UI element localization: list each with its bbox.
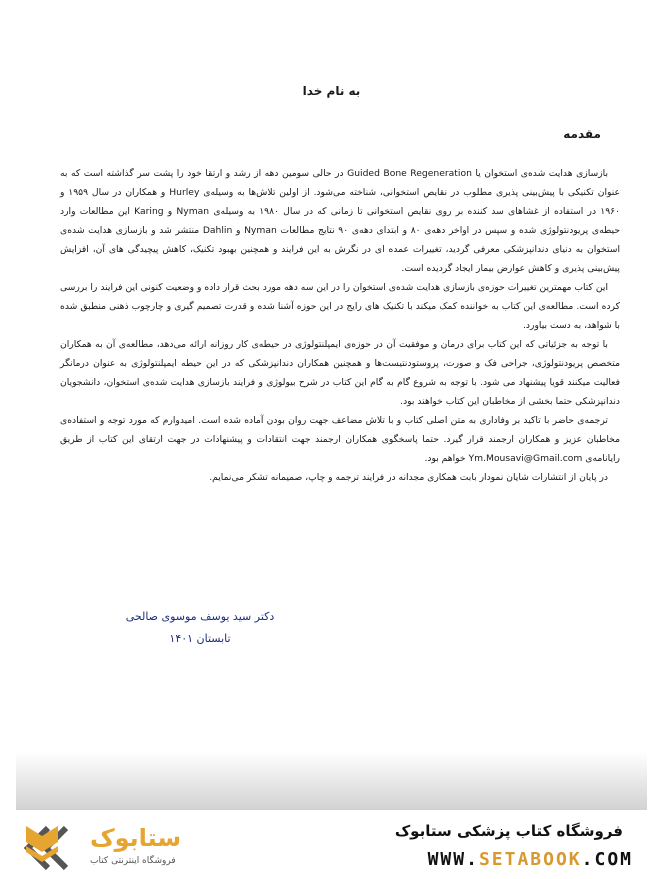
document-body	[60, 164, 620, 487]
paragraph: با توجه به جزئیاتی که این کتاب برای درمان و موفقیت آن در حوزه‌ی ایمپلنتولوژی در حیطه‌ی کار روزانه ارائه می‌دهد، مطالعه‌ی آن به همکاران متخصص پریودنتولوژی، جراحی فک و صورت، پروستودنتیست‌ها و همچنین همکاران دندانپزشکی که در این حیطه ایمپلنتولوژی به عنوان درمانگر فعالیت میکنند قویا پیشنهاد می شود. با توجه به شروع گام به گام این کتاب در شرح بیولوژی و فرایند بازسازی هدایت شده‌ی استخوان، دانشجویان دندانپزشکی حتما بخشی از مخاطبان این کتاب خواهند بود.	[60, 339, 620, 407]
store-name: فروشگاه کتاب پزشکی ستابوک	[394, 822, 623, 840]
url-prefix: WWW.	[427, 849, 479, 870]
url-accent: SETABOOK	[478, 849, 582, 870]
store-logo[interactable]	[22, 820, 222, 876]
store-footer	[0, 812, 663, 879]
paragraph: این کتاب مهمترین تغییرات حوزه‌ی بازسازی هدایت شده‌ی استخوان را در این سه دهه مورد بحث قرار داده و وضعیت کنونی این فرایند را بررسی کرده است. مطالعه‌ی این کتاب به خواننده کمک میکند با تکنیک های رایج در این حوزه آشنا شده و قدرت تصمیم گیری و چارچوب ذهنی منطبق شده با شواهد، به دست بیاورد.	[60, 282, 620, 331]
page-shadow	[16, 752, 647, 810]
store-url-link[interactable]	[428, 849, 633, 870]
signature-name: دکتر سید یوسف موسوی صالحی	[125, 610, 275, 623]
url-suffix: .COM	[581, 849, 633, 870]
logo-subtitle: فروشگاه اینترنتی کتاب	[90, 856, 176, 866]
book-mark-icon	[22, 820, 62, 864]
signature-block	[110, 606, 290, 650]
page-title: به نام خدا	[302, 84, 361, 98]
signature-date: تابستان ۱۴۰۱	[169, 632, 231, 645]
paragraph: ترجمه‌ی حاضر با تاکید بر وفاداری به متن اصلی کتاب و با تلاش مضاعف جهت روان بودن آماده شده است. امیدوارم که مورد توجه و استفاده‌ی مخاطبان عزیز و همکاران ارجمند قرار گیرد. حتما پاسخگوی همکاران ارجمند جهت انتقادات و پیشنهادات در جهت ارتقای این کتاب از طریق رایانامه‌ی Ym.Mousavi@Gmail.com خواهم بود.	[60, 415, 620, 464]
logo-text: ستابوک	[90, 824, 182, 852]
paragraph: بازسازی هدایت شده‌ی استخوان یا Guided Bone Regeneration در حالی سومین دهه از رشد و ارتقا خود را پشت سر گذاشته است که به عنوان تکنیکی با پیش‌بینی پذیری مطلوب در نقایص استخوانی، شناخته می‌شود. از اولین تلاش‌ها به وسیله‌ی Hurley و همکاران در سال ۱۹۵۹ و ۱۹۶۰ در استفاده از غشاهای سد کننده بر روی نقایص استخوانی تا زمانی که در سال ۱۹۸۰ به وسیله‌ی Nyman و Karing این مطالعات وارد حیطه‌ی پریودنتولوژی شده و سپس در اواخر دهه‌ی ۸۰ و ابتدای دهه‌ی ۹۰ نتایج مطالعات Nyman و Dahlin منتشر شد و بازسازی هدایت شده‌ی استخوان به دنیای دندانپزشکی معرفی گردید، تغییرات عمده ای در نگرش به این فرایند و همچنین بهبود تکنیک، کاهش پیچیدگی های آن، افزایش پیش‌بینی پذیری و کاهش عوارض بیمار ایجاد گردیده است.	[60, 168, 621, 274]
section-heading: مقدمه	[563, 127, 601, 141]
paragraph: در پایان از انتشارات شایان نمودار بابت همکاری مجدانه در فرایند ترجمه و چاپ، صمیمانه تشکر می‌نمایم.	[209, 472, 608, 483]
